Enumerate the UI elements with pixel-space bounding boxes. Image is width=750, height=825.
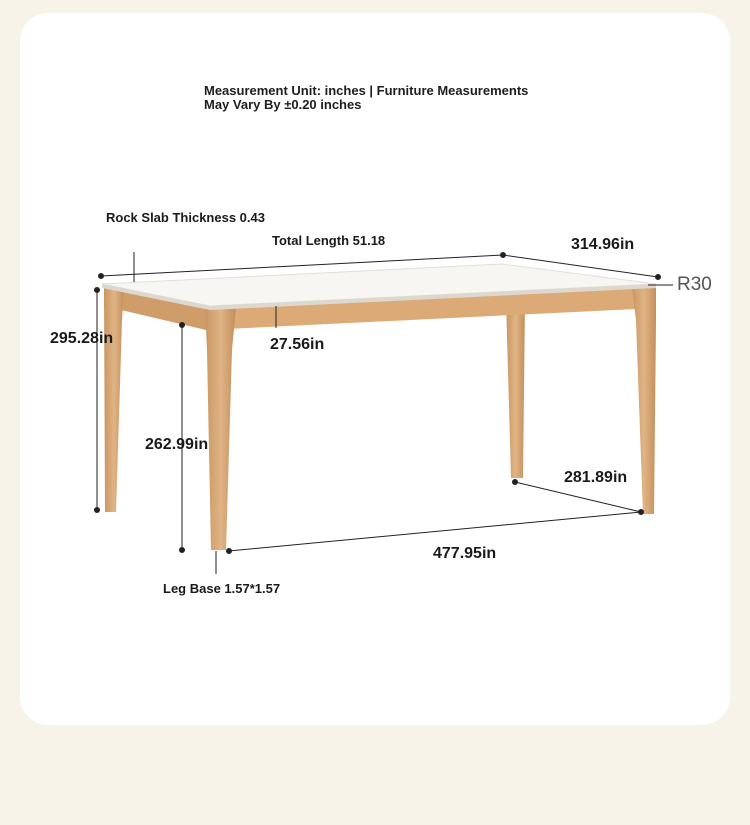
back-left-leg — [104, 286, 124, 512]
base-depth-label: 281.89in — [564, 469, 628, 486]
base-length-label: 477.95in — [433, 545, 497, 562]
front-right-leg — [632, 286, 656, 514]
corner-radius-label: R30 — [677, 274, 712, 295]
back-right-leg — [506, 300, 525, 478]
front-left-leg — [205, 308, 236, 550]
top-depth-label: 314.96in — [571, 236, 635, 253]
slab-thickness-label: Rock Slab Thickness 0.43 — [106, 210, 265, 225]
apron-height-label: 27.56in — [270, 336, 325, 353]
measurement-note-line2: May Vary By ±0.20 inches — [204, 97, 362, 112]
leg-clearance-label: 262.99in — [145, 436, 209, 453]
table-height-label: 295.28in — [50, 330, 114, 347]
total-length-label: Total Length 51.18 — [272, 233, 386, 248]
leg-base-label: Leg Base 1.57*1.57 — [163, 581, 281, 596]
measurement-note-line1: Measurement Unit: inches | Furniture Measurements — [204, 83, 529, 98]
